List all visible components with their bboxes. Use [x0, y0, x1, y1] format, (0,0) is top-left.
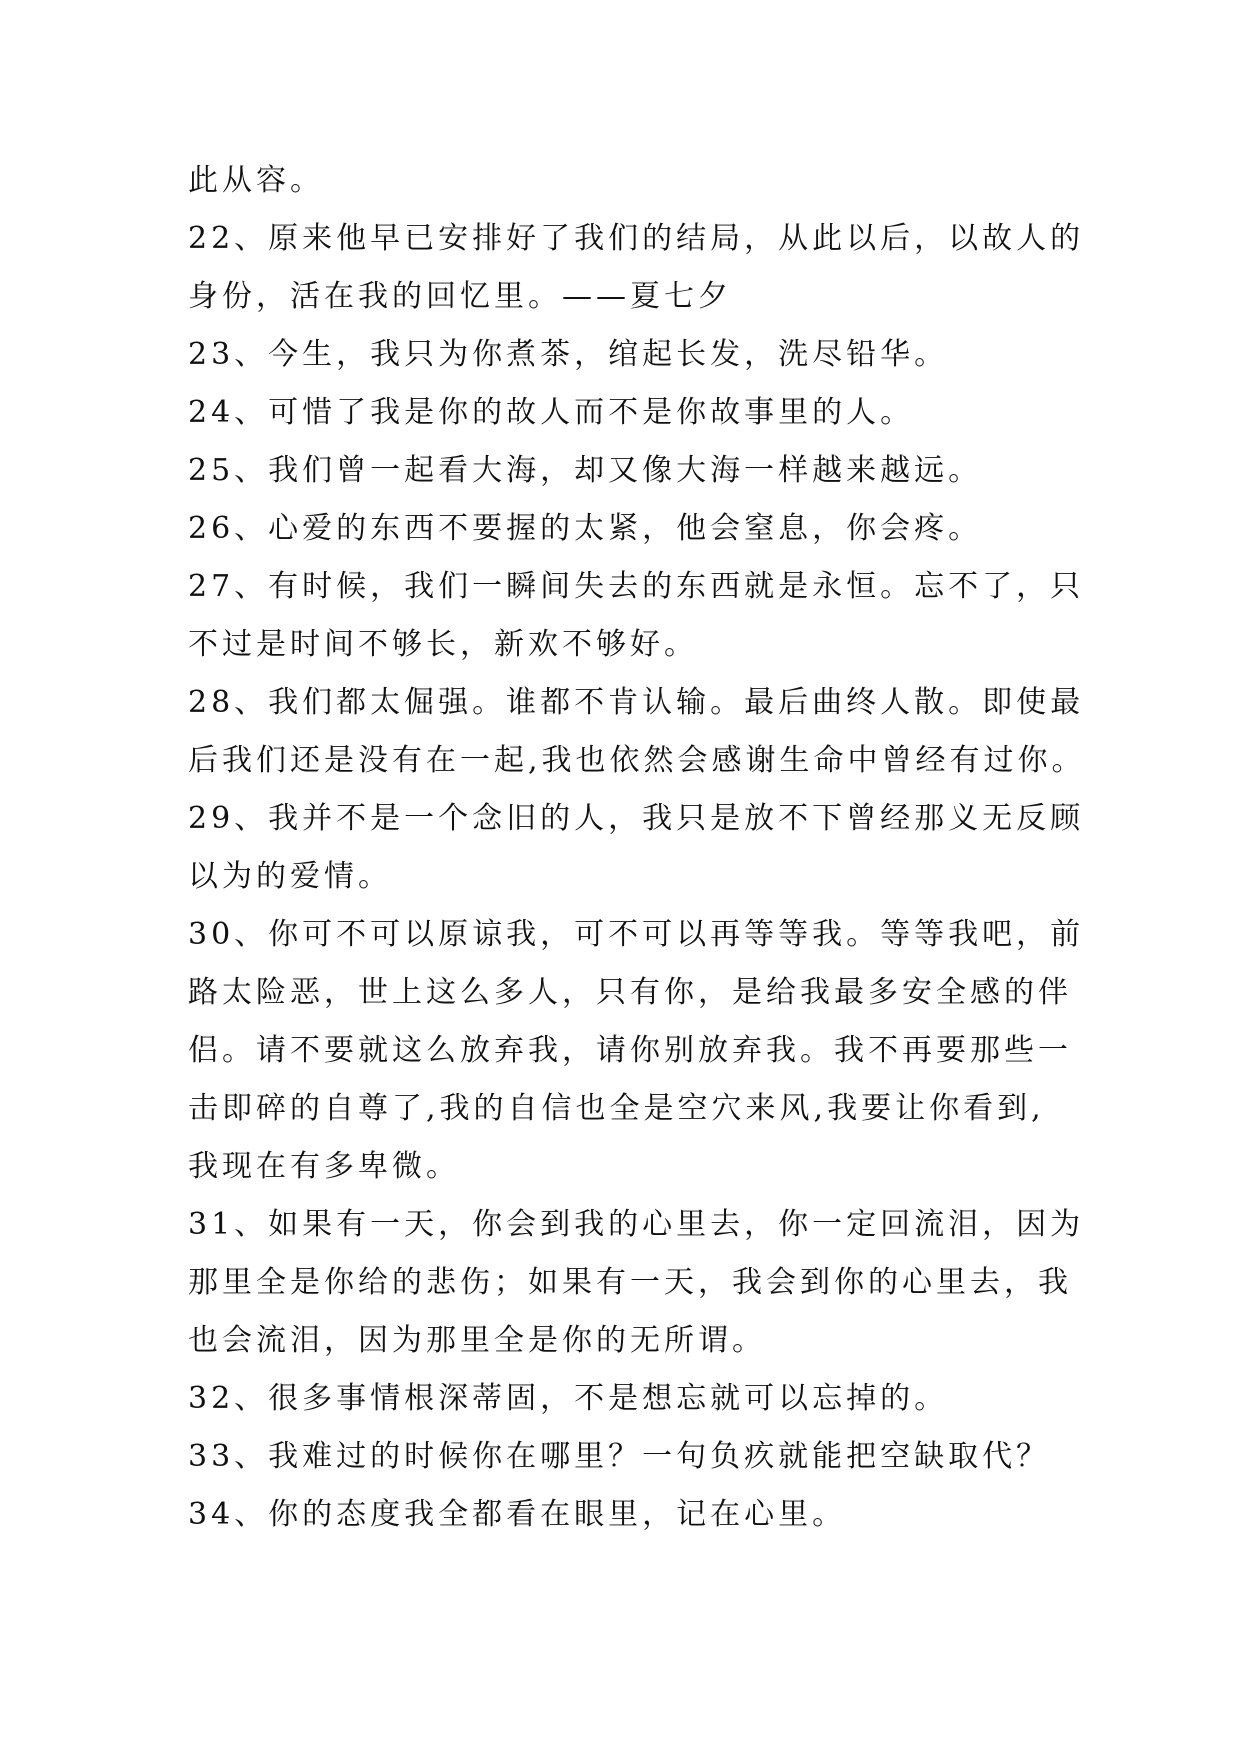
text-line: 31、如果有一天，你会到我的心里去，你一定回流泪，因为 — [188, 1207, 1085, 1242]
text-line: 24、可惜了我是你的故人而不是你故事里的人。 — [188, 395, 915, 430]
text-line: 也会流泪，因为那里全是你的无所谓。 — [188, 1323, 766, 1358]
text-line: 后我们还是没有在一起,我也依然会感谢生命中曾经有过你。 — [188, 743, 1086, 778]
text-line: 30、你可不可以原谅我，可不可以再等等我。等等我吧，前 — [188, 917, 1085, 952]
text-line: 25、我们曾一起看大海，却又像大海一样越来越远。 — [188, 453, 983, 488]
text-body — [188, 152, 1086, 1544]
text-line: 32、很多事情根深蒂固，不是想忘就可以忘掉的。 — [188, 1381, 949, 1416]
text-line: 路太险恶，世上这么多人，只有你，是给我最多安全感的伴 — [188, 975, 1072, 1010]
text-line: 29、我并不是一个念旧的人，我只是放不下曾经那义无反顾 — [188, 801, 1085, 836]
text-line: 那里全是你给的悲伤；如果有一天，我会到你的心里去，我 — [188, 1265, 1072, 1300]
text-line: 26、心爱的东西不要握的太紧，他会窒息，你会疼。 — [188, 511, 983, 546]
text-line: 23、今生，我只为你煮茶，绾起长发，洗尽铅华。 — [188, 337, 949, 372]
text-line: 此从容。 — [188, 163, 324, 198]
text-line: 身份，活在我的回忆里。——夏七夕 — [188, 279, 732, 314]
text-line: 不过是时间不够长，新欢不够好。 — [188, 627, 698, 662]
text-line: 34、你的态度我全都看在眼里，记在心里。 — [188, 1497, 847, 1532]
text-line: 27、有时候，我们一瞬间失去的东西就是永恒。忘不了，只 — [188, 569, 1085, 604]
text-line: 28、我们都太倔强。谁都不肯认输。最后曲终人散。即使最 — [188, 685, 1085, 720]
text-line: 33、我难过的时候你在哪里？一句负疚就能把空缺取代？ — [188, 1439, 1051, 1474]
text-line: 我现在有多卑微。 — [188, 1149, 460, 1184]
text-line: 侣。请不要就这么放弃我，请你别放弃我。我不再要那些一 — [188, 1033, 1072, 1068]
text-line: 击即碎的自尊了,我的自信也全是空穴来风,我要让你看到, — [188, 1091, 1045, 1126]
text-line: 22、原来他早已安排好了我们的结局，从此以后，以故人的 — [188, 221, 1085, 256]
text-line: 以为的爱情。 — [188, 859, 392, 894]
